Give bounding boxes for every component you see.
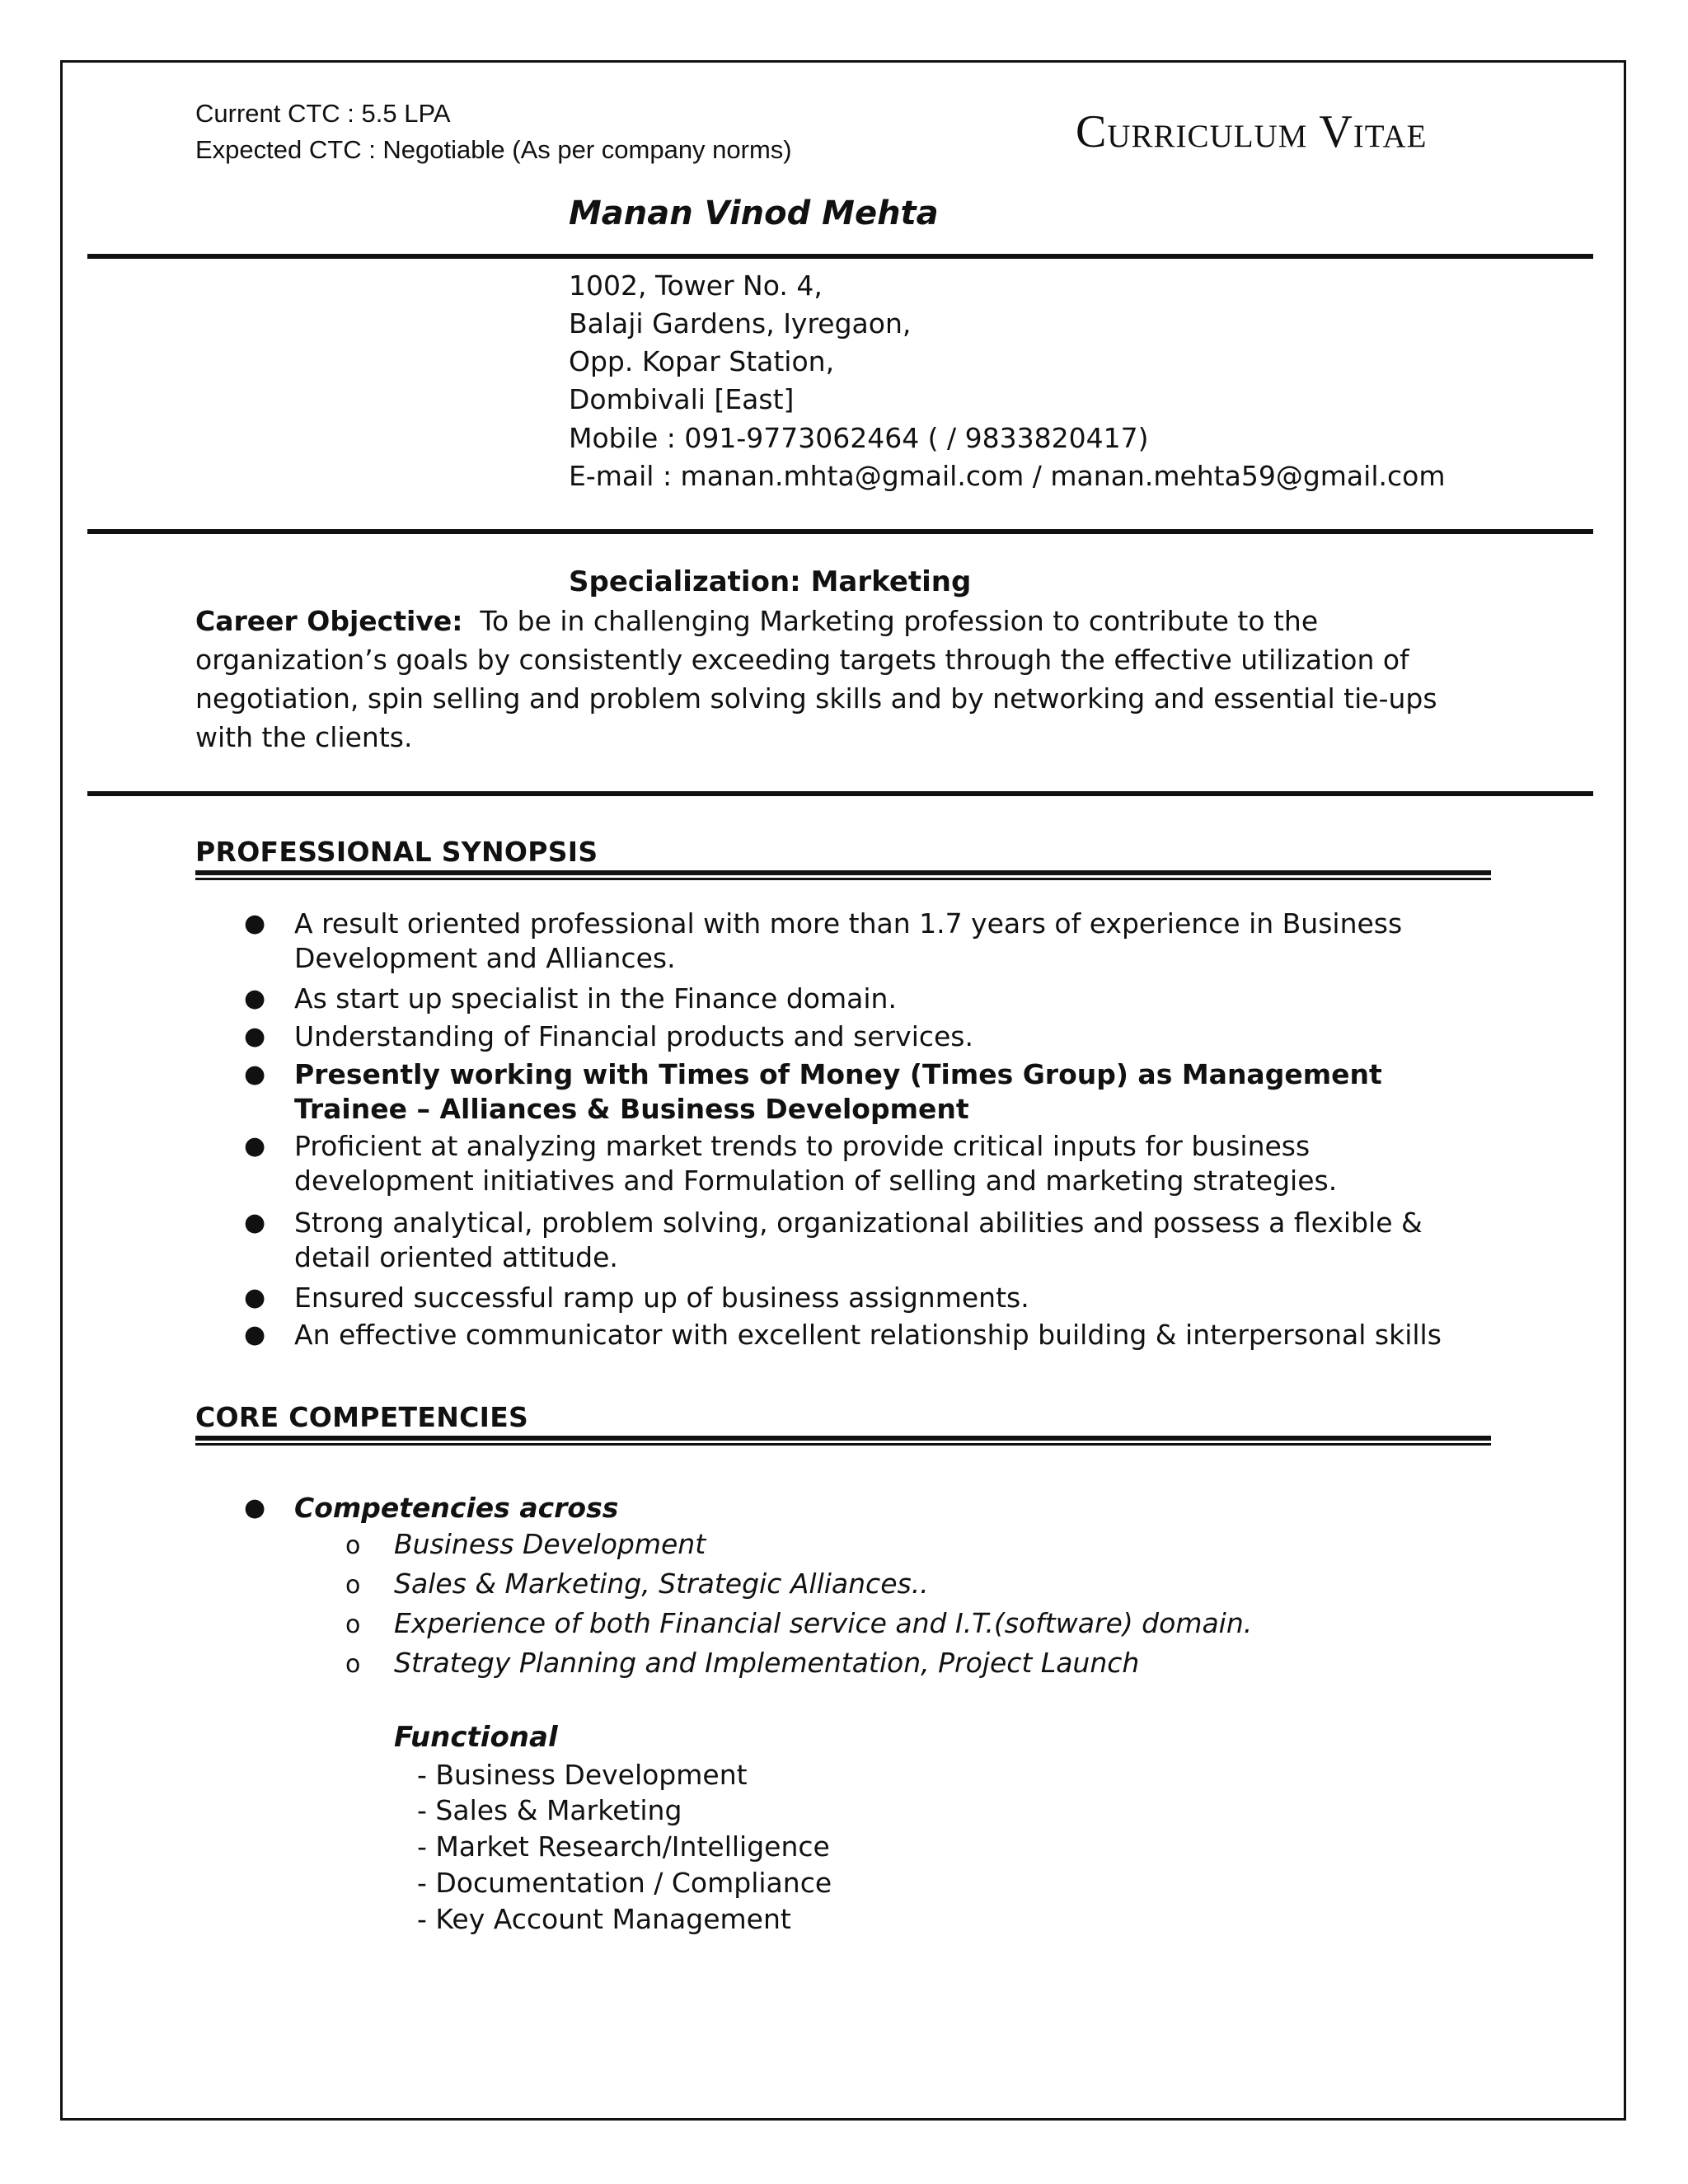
competency-item: Experience of both Financial service and I.T.(software) domain. (394, 1607, 1253, 1639)
section-heading-core-competencies: CORE COMPETENCIES (195, 1401, 529, 1433)
bullet: ● (244, 1208, 266, 1237)
synopsis-item: As start up specialist in the Finance domain. (294, 982, 897, 1015)
functional-item: - Documentation / Compliance (417, 1867, 832, 1899)
current-ctc: Current CTC : 5.5 LPA (195, 99, 451, 128)
competency-item: Business Development (394, 1528, 706, 1560)
synopsis-item: Strong analytical, problem solving, organizational abilities and possess a flexible & detail oriented attitude. (294, 1207, 1423, 1273)
sub-bullet: o (345, 1650, 361, 1679)
bullet: ● (244, 1060, 266, 1089)
address-line: 1002, Tower No. 4, (569, 269, 823, 302)
candidate-name: Manan Vinod Mehta (569, 194, 939, 232)
synopsis-item: Proficient at analyzing market trends to provide critical inputs for business development initiatives and Formulation of selling and marketing strategies. (294, 1130, 1338, 1197)
section-underline (195, 870, 1491, 882)
address-line: Dombivali [East] (569, 383, 795, 415)
synopsis-item: Understanding of Financial products and services. (294, 1020, 973, 1052)
competencies-across-label: Competencies across (294, 1492, 619, 1524)
divider (87, 529, 1593, 534)
bullet: ● (244, 1283, 266, 1312)
functional-item: - Sales & Marketing (417, 1794, 682, 1826)
sub-bullet: o (345, 1610, 361, 1639)
mobile-line: Mobile : 091-9773062464 ( / 9833820417) (569, 422, 1149, 454)
bullet: ● (244, 1022, 266, 1051)
synopsis-item: A result oriented professional with more than 1.7 years of experience in Business Development and Alliances. (294, 907, 1403, 974)
synopsis-item: Ensured successful ramp up of business assignments. (294, 1282, 1029, 1314)
sub-bullet: o (345, 1571, 361, 1600)
functional-item: - Key Account Management (417, 1903, 791, 1935)
section-heading-professional-synopsis: PROFESSIONAL SYNOPSIS (195, 836, 598, 868)
bullet: ● (244, 1493, 266, 1522)
bullet: ● (244, 984, 266, 1013)
synopsis-item-current-role: Presently working with Times of Money (Times Group) as Management Trainee – Alliances & Business Development (294, 1058, 1382, 1125)
bullet: ● (244, 909, 266, 938)
specialization: Specialization: Marketing (569, 565, 972, 598)
functional-label: Functional (394, 1721, 558, 1754)
bullet: ● (244, 1320, 266, 1349)
divider (87, 791, 1593, 796)
career-objective (195, 602, 1481, 757)
career-objective-label: Career Objective: (195, 605, 463, 637)
email-line: E-mail : manan.mhta@gmail.com / manan.mehta59@gmail.com (569, 460, 1446, 492)
synopsis-item: An effective communicator with excellent relationship building & interpersonal skills (294, 1319, 1442, 1351)
functional-item: - Business Development (417, 1759, 748, 1791)
expected-ctc: Expected CTC : Negotiable (As per company norms) (195, 135, 792, 164)
address-line: Balaji Gardens, Iyregaon, (569, 307, 912, 340)
competency-item: Strategy Planning and Implementation, Project Launch (394, 1647, 1140, 1679)
functional-item: - Market Research/Intelligence (417, 1830, 830, 1863)
bullet: ● (244, 1132, 266, 1160)
career-objective-text: To be in challenging Marketing profession to contribute to the organization’s goals by consistently exceeding targets through the effective utilization of negotiation, spin selling and problem solving skills and by networking and essential tie-ups with the clients. (195, 605, 1437, 753)
document-title: Curriculum Vitae (1076, 106, 1428, 157)
sub-bullet: o (345, 1531, 361, 1560)
section-underline (195, 1436, 1491, 1447)
address-line: Opp. Kopar Station, (569, 345, 835, 377)
divider (87, 254, 1593, 259)
competency-item: Sales & Marketing, Strategic Alliances.. (394, 1568, 929, 1600)
